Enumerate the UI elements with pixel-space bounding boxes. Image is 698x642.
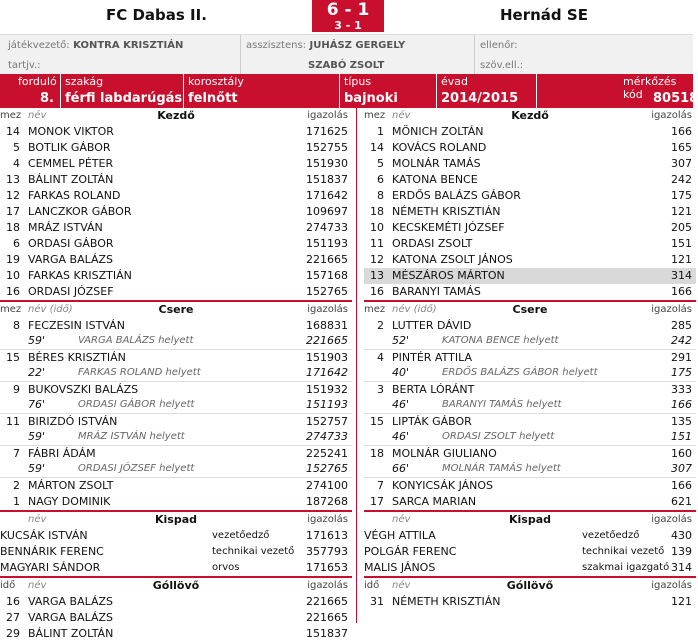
player-name[interactable]: MÁRTON ZSOLT (28, 479, 114, 492)
info-round (0, 74, 59, 108)
player-row (364, 594, 696, 610)
player-row (0, 494, 352, 510)
player-name[interactable]: LUTTER DÁVID (392, 319, 472, 332)
shirt-number: 16 (6, 595, 20, 608)
registration-number: 171625 (306, 125, 348, 138)
info-code (536, 74, 698, 108)
registration-number: 166 (671, 479, 692, 492)
assistant-2-name: SZABÓ ZSOLT (308, 60, 385, 71)
substitution-minute: 22' (28, 366, 46, 379)
substitution-minute: 40' (392, 366, 410, 379)
player-name[interactable]: BÉRES KRISZTIÁN (28, 351, 126, 364)
section-title: Csere (158, 303, 194, 316)
section-header (364, 510, 696, 528)
registration-number: 285 (671, 319, 692, 332)
col-header-name: név (28, 514, 47, 525)
registration-number: 109697 (306, 205, 348, 218)
replaced-registration: 152765 (306, 462, 348, 475)
player-row (0, 220, 352, 236)
tartjv (8, 58, 41, 71)
replaced-registration: 151 (671, 430, 692, 443)
player-name[interactable]: KONYICSÁK JÁNOS (392, 479, 494, 492)
player-row (0, 268, 352, 284)
bench-row (0, 528, 352, 544)
shirt-number: 18 (370, 205, 384, 218)
info-type-label: típus (344, 75, 372, 88)
info-branch (60, 74, 183, 108)
substitution-minute: 52' (392, 334, 410, 347)
player-name[interactable]: ORDASI JÓZSEF (28, 285, 114, 298)
substitution-minute: 76' (28, 398, 46, 411)
player-row (364, 268, 696, 284)
section-title: Kezdő (511, 109, 549, 122)
shirt-number: 12 (6, 189, 20, 202)
info-type-value: bajnoki (344, 91, 398, 106)
replaced-registration: 221665 (306, 334, 348, 347)
player-name[interactable]: MOLNÁR TAMÁS (392, 157, 481, 170)
shirt-number: 6 (13, 237, 20, 250)
shirt-number: 9 (13, 383, 20, 396)
registration-number: 151837 (306, 627, 348, 640)
player-name[interactable]: MRÁZ ISTVÁN (28, 221, 103, 234)
player-name[interactable]: NAGY DOMINIK (28, 495, 111, 508)
shirt-number: 4 (13, 157, 20, 170)
shirt-number: 6 (377, 173, 384, 186)
col-header-registration: igazolás (307, 580, 348, 591)
substitution-item (0, 318, 352, 350)
player-name[interactable]: ORDASI GÁBOR (28, 237, 114, 250)
section-header (0, 108, 352, 124)
shirt-number: 11 (370, 237, 384, 250)
substitution-minute: 46' (392, 430, 410, 443)
away-team-name[interactable]: Hernád SE (500, 6, 588, 24)
registration-number: 314 (671, 561, 692, 574)
shirt-number: 17 (370, 495, 384, 508)
player-name[interactable]: ERDŐS BALÁZS GÁBOR (392, 189, 521, 202)
registration-number: 152755 (306, 141, 348, 154)
section-title: Csere (512, 303, 548, 316)
col-header-name: név (idő) (392, 304, 437, 315)
shirt-number: 11 (6, 415, 20, 428)
info-age-value: felnőtt (188, 91, 238, 106)
player-name[interactable]: MÖNICH ZOLTÁN (392, 125, 484, 138)
shirt-number: 2 (377, 319, 384, 332)
col-header-registration: igazolás (307, 304, 348, 315)
section-header (0, 576, 352, 594)
player-row (0, 594, 352, 610)
col-header-registration: igazolás (651, 110, 692, 121)
registration-number: 157168 (306, 269, 348, 282)
bench-row (364, 560, 696, 576)
player-name[interactable]: VARGA BALÁZS (28, 253, 114, 266)
player-row (0, 188, 352, 204)
info-age (183, 74, 339, 108)
player-row (0, 156, 352, 172)
registration-number: 221665 (306, 595, 348, 608)
replaced-player: ORDASI ZSOLT helyett (442, 431, 555, 442)
shirt-number: 14 (370, 141, 384, 154)
shirt-number: 17 (6, 205, 20, 218)
shirt-number: 7 (13, 447, 20, 460)
substitution-item (364, 350, 696, 382)
player-name[interactable]: LANCZKOR GÁBOR (28, 205, 132, 218)
shirt-number: 12 (370, 253, 384, 266)
substitution-minute: 59' (28, 334, 46, 347)
shirt-number: 8 (13, 319, 20, 332)
replaced-registration: 171642 (306, 366, 348, 379)
registration-number: 139 (671, 545, 692, 558)
col-header-number: mez (364, 304, 386, 315)
player-name[interactable]: NÉMETH KRISZTIÁN (392, 205, 501, 218)
registration-number: 171642 (306, 189, 348, 202)
staff-name[interactable]: MALIS JÁNOS (364, 561, 436, 574)
bench-row (364, 528, 696, 544)
registration-number: 151837 (306, 173, 348, 186)
section-title: Kispad (154, 513, 197, 526)
officials-bar (0, 34, 693, 76)
registration-number: 430 (671, 529, 692, 542)
registration-number: 621 (671, 495, 692, 508)
player-name[interactable]: BÁLINT ZOLTÁN (28, 173, 114, 186)
staff-name[interactable]: BENNÁRIK FERENC (0, 545, 104, 558)
info-age-label: korosztály (188, 75, 244, 88)
replaced-player: BARANYI TAMÁS helyett (442, 399, 562, 410)
registration-number: 121 (671, 595, 692, 608)
replaced-registration: 166 (671, 398, 692, 411)
substitution-item (0, 414, 352, 446)
player-name[interactable]: BÁLINT ZOLTÁN (28, 627, 114, 640)
info-branch-value: férfi labdarúgás (65, 91, 183, 106)
player-name[interactable]: ORDASI ZSOLT (392, 237, 473, 250)
col-header-registration: igazolás (307, 110, 348, 121)
shirt-number: 16 (6, 285, 20, 298)
szov-ell-label: szöv.ell.: (480, 60, 524, 71)
col-header-name: név (28, 110, 47, 121)
shirt-number: 13 (370, 269, 384, 282)
col-header-name: név (28, 580, 47, 591)
score-box (312, 0, 384, 32)
col-header-registration: igazolás (651, 580, 692, 591)
player-row (0, 172, 352, 188)
player-row (0, 252, 352, 268)
registration-number: 152757 (306, 415, 348, 428)
player-name[interactable]: MOLNÁR GIULIANO (392, 447, 497, 460)
staff-role: vezetőedző (582, 530, 640, 541)
registration-number: 151903 (306, 351, 348, 364)
replaced-player: ORDASI GÁBOR helyett (78, 399, 195, 410)
shirt-number: 2 (13, 479, 20, 492)
col-header-registration: igazolás (651, 304, 692, 315)
staff-name[interactable]: POLGÁR FERENC (364, 545, 457, 558)
referee (8, 38, 183, 51)
registration-number: 307 (671, 157, 692, 170)
assistant-2 (308, 58, 384, 71)
info-season-value: 2014/2015 (441, 91, 519, 106)
player-row (364, 478, 696, 494)
registration-number: 221665 (306, 253, 348, 266)
section-header (364, 576, 696, 594)
info-code-label: mérkőzés kód (623, 75, 677, 101)
staff-role: szakmai igazgató (582, 562, 670, 573)
section-header (0, 300, 352, 318)
substitution-minute: 66' (392, 462, 410, 475)
player-name[interactable]: BERTA LÓRÁNT (392, 383, 475, 396)
replaced-player: ERDŐS BALÁZS GÁBOR helyett (442, 367, 598, 378)
player-name[interactable]: MÉSZÁROS MÁRTON (392, 269, 505, 282)
registration-number: 357793 (306, 545, 348, 558)
registration-number: 151 (671, 237, 692, 250)
player-row (364, 204, 696, 220)
shirt-number: 15 (370, 415, 384, 428)
section-title: Góllövő (152, 579, 200, 592)
info-branch-label: szakág (65, 75, 104, 88)
registration-number: 274100 (306, 479, 348, 492)
col-header-registration: igazolás (651, 514, 692, 525)
substitution-item (364, 318, 696, 350)
halftime-score: 3 - 1 (334, 19, 362, 32)
substitution-minute: 59' (28, 430, 46, 443)
registration-number: 225241 (306, 447, 348, 460)
registration-number: 135 (671, 415, 692, 428)
shirt-number: 1 (13, 495, 20, 508)
info-type (339, 74, 436, 108)
section-header (364, 108, 696, 124)
col-header-name: név (392, 514, 411, 525)
registration-number: 151193 (306, 237, 348, 250)
col-header-number: mez (0, 110, 22, 121)
player-name[interactable]: CEMMEL PÉTER (28, 157, 114, 170)
shirt-number: 5 (377, 157, 384, 170)
shirt-number: 15 (6, 351, 20, 364)
bench-row (0, 544, 352, 560)
registration-number: 205 (671, 221, 692, 234)
player-name[interactable]: LIPTÁK GÁBOR (392, 415, 472, 428)
bench-row (0, 560, 352, 576)
szov-ell (480, 58, 523, 71)
player-row (0, 140, 352, 156)
player-name[interactable]: SARCA MARIAN (392, 495, 477, 508)
player-name[interactable]: KECSKEMÉTI JÓZSEF (392, 221, 505, 234)
replaced-player: KATONA BENCE helyett (442, 335, 559, 346)
player-row (364, 172, 696, 188)
section-header (364, 300, 696, 318)
player-row (0, 236, 352, 252)
shirt-number: 16 (370, 285, 384, 298)
shirt-number: 10 (370, 221, 384, 234)
col-header-name: név (idő) (28, 304, 73, 315)
assistant-label: asszisztens: (246, 40, 307, 51)
replaced-player: MRÁZ ISTVÁN helyett (78, 431, 185, 442)
observer-label: ellenőr: (480, 40, 518, 51)
player-row (0, 204, 352, 220)
player-row (0, 284, 352, 300)
player-name[interactable]: VARGA BALÁZS (28, 595, 114, 608)
player-row (364, 140, 696, 156)
registration-number: 166 (671, 125, 692, 138)
player-name[interactable]: FÁBRI ÁDÁM (28, 447, 96, 460)
shirt-number: 5 (13, 141, 20, 154)
player-name[interactable]: MONOK VIKTOR (28, 125, 114, 138)
player-row (0, 124, 352, 140)
substitution-minute: 46' (392, 398, 410, 411)
replaced-player: FARKAS ROLAND helyett (78, 367, 201, 378)
shirt-number: 19 (6, 253, 20, 266)
replaced-player: ORDASI JÓZSEF helyett (78, 463, 195, 474)
substitution-item (0, 350, 352, 382)
substitution-item (364, 382, 696, 414)
col-header-number: mez (0, 304, 22, 315)
replaced-registration: 242 (671, 334, 692, 347)
player-row (364, 252, 696, 268)
player-name[interactable]: KATONA ZSOLT JÁNOS (392, 253, 513, 266)
info-code-value: 80518 (653, 91, 698, 106)
home-team-name[interactable]: FC Dabas II. (106, 6, 207, 24)
info-round-label: forduló (18, 75, 57, 88)
shirt-number: 29 (6, 627, 20, 640)
shirt-number: 18 (6, 221, 20, 234)
shirt-number: 7 (377, 479, 384, 492)
substitution-item (364, 414, 696, 446)
assistant-1 (246, 38, 405, 51)
col-header-number: mez (364, 110, 386, 121)
replaced-registration: 307 (671, 462, 692, 475)
staff-role: vezetőedző (212, 530, 270, 541)
player-row (364, 156, 696, 172)
col-header-name: név (392, 110, 411, 121)
player-row (364, 220, 696, 236)
registration-number: 175 (671, 189, 692, 202)
registration-number: 165 (671, 141, 692, 154)
substitution-minute: 59' (28, 462, 46, 475)
col-header-registration: igazolás (307, 514, 348, 525)
registration-number: 187268 (306, 495, 348, 508)
replaced-player: MOLNÁR TAMÁS helyett (442, 463, 561, 474)
registration-number: 152765 (306, 285, 348, 298)
player-name[interactable]: FARKAS ROLAND (28, 189, 121, 202)
staff-role: technikai vezető (582, 546, 665, 557)
observer (480, 38, 518, 51)
info-season-label: évad (441, 75, 469, 88)
section-title: Kezdő (157, 109, 195, 122)
shirt-number: 13 (6, 173, 20, 186)
referee-label: játékvezető: (8, 40, 70, 51)
player-name[interactable]: FARKAS KRISZTIÁN (28, 269, 132, 282)
registration-number: 171653 (306, 561, 348, 574)
player-name[interactable]: BUKOVSZKI BALÁZS (28, 383, 139, 396)
tartjv-label: tartjv.: (8, 60, 41, 71)
shirt-number: 18 (370, 447, 384, 460)
shirt-number: 31 (370, 595, 384, 608)
player-row (364, 494, 696, 510)
substitution-item (0, 446, 352, 478)
info-round-value: 8. (40, 91, 54, 106)
registration-number: 274733 (306, 221, 348, 234)
staff-role: technikai vezető (212, 546, 295, 557)
player-row (364, 124, 696, 140)
registration-number: 151932 (306, 383, 348, 396)
player-name[interactable]: VARGA BALÁZS (28, 611, 114, 624)
assistant-1-name: JUHÁSZ GERGELY (309, 40, 406, 51)
registration-number: 166 (671, 285, 692, 298)
player-row (0, 478, 352, 494)
replaced-player: VARGA BALÁZS helyett (78, 335, 194, 346)
replaced-registration: 151193 (306, 398, 348, 411)
shirt-number: 3 (377, 383, 384, 396)
shirt-number: 27 (6, 611, 20, 624)
staff-name[interactable]: KUCSÁK ISTVÁN (0, 529, 88, 542)
player-name[interactable]: KOVÁCS ROLAND (392, 141, 487, 154)
referee-name: KONTRA KRISZTIÁN (73, 40, 184, 51)
replaced-registration: 175 (671, 366, 692, 379)
player-name[interactable]: BARANYI TAMÁS (392, 285, 481, 298)
player-name[interactable]: BIRIZDÓ ISTVÁN (28, 415, 118, 428)
player-row (364, 284, 696, 300)
registration-number: 291 (671, 351, 692, 364)
final-score: 6 - 1 (326, 0, 370, 20)
shirt-number: 4 (377, 351, 384, 364)
col-header-number: idő (0, 580, 16, 591)
player-name[interactable]: FECZESIN ISTVÁN (28, 319, 125, 332)
player-row (0, 626, 352, 642)
shirt-number: 1 (377, 125, 384, 138)
col-header-number: idő (364, 580, 380, 591)
registration-number: 221665 (306, 611, 348, 624)
player-row (364, 188, 696, 204)
substitution-item (0, 382, 352, 414)
section-title: Kispad (508, 513, 551, 526)
shirt-number: 10 (6, 269, 20, 282)
match-info-bar (0, 74, 698, 108)
registration-number: 168831 (306, 319, 348, 332)
player-name[interactable]: NÉMETH KRISZTIÁN (392, 595, 501, 608)
away-lineup (364, 108, 696, 610)
col-header-name: név (392, 580, 411, 591)
column-divider (356, 108, 357, 623)
staff-name[interactable]: MAGYARI SÁNDOR (0, 561, 101, 574)
registration-number: 333 (671, 383, 692, 396)
section-title: Góllövő (506, 579, 554, 592)
bench-row (364, 544, 696, 560)
registration-number: 171613 (306, 529, 348, 542)
registration-number: 151930 (306, 157, 348, 170)
player-row (364, 236, 696, 252)
substitution-item (364, 446, 696, 478)
player-row (0, 610, 352, 626)
registration-number: 242 (671, 173, 692, 186)
staff-role: orvos (212, 562, 240, 573)
registration-number: 121 (671, 253, 692, 266)
section-header (0, 510, 352, 528)
home-lineup (0, 108, 352, 642)
player-name[interactable]: KATONA BENCE (392, 173, 478, 186)
replaced-registration: 274733 (306, 430, 348, 443)
player-name[interactable]: BOTLIK GÁBOR (28, 141, 111, 154)
info-season (436, 74, 536, 108)
registration-number: 314 (671, 269, 692, 282)
shirt-number: 14 (6, 125, 20, 138)
registration-number: 121 (671, 205, 692, 218)
registration-number: 160 (671, 447, 692, 460)
shirt-number: 8 (377, 189, 384, 202)
staff-name[interactable]: VÉGH ATTILA (364, 529, 436, 542)
player-name[interactable]: PINTÉR ATTILA (392, 351, 472, 364)
